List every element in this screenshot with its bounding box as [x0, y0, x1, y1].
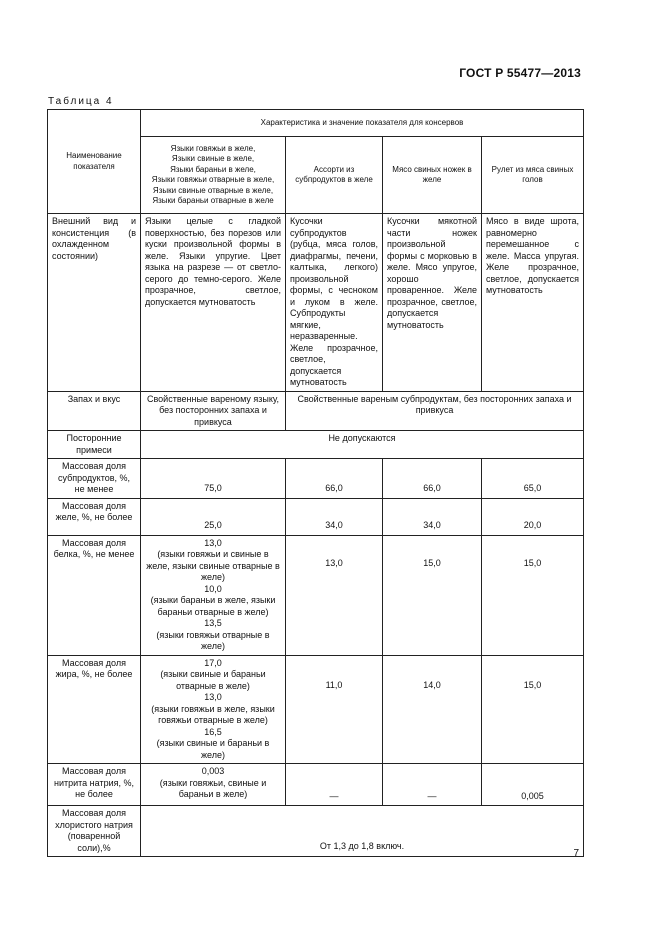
cell-appearance-pork-legs: Кусочки мякотной части ножек произвольной формы с морковью в желе. Мясо упругое, хорошо проваренное. Желе прозрачное, светлое, допускается мутноватость	[383, 214, 482, 392]
cell-protein-pork-legs: 15,0	[383, 535, 482, 655]
header-tongues-line: Языки бараньи в желе,	[170, 164, 256, 174]
nitrite-note: (языки говяжьи, свиные и бараньи в желе)	[159, 777, 267, 799]
row-name-nitrite: Массовая доля нитрита натрия, %, не более	[48, 764, 141, 806]
row-name-fat: Массовая доля жира, %, не более	[48, 655, 141, 764]
fat-value: 17,0	[204, 657, 222, 668]
cell-nitrite-assorted: —	[286, 764, 383, 806]
header-assorted: Ассорти из субпродуктов в желе	[286, 137, 383, 214]
header-pork-legs: Мясо свиных ножек в желе	[383, 137, 482, 214]
row-name-chloride: Массовая доля хлористого натрия (поваренной соли),%	[48, 806, 141, 857]
row-name-protein: Массовая доля белка, %, не менее	[48, 535, 141, 655]
protein-note: (языки говяжьи отварные в желе)	[156, 629, 270, 651]
protein-value: 13,0	[204, 537, 222, 548]
cell-jelly-tongues: 25,0	[141, 498, 286, 535]
cell-fat-tongues	[141, 655, 286, 764]
row-name-impurities: Посторонние примеси	[48, 431, 141, 459]
cell-fat-roll: 15,0	[482, 655, 584, 764]
header-tongues-line: Языки бараньи отварные в желе	[152, 196, 274, 205]
page-number: 7	[573, 848, 579, 859]
cell-offal-pork-legs: 66,0	[383, 459, 482, 499]
nitrite-value: 0,003	[201, 766, 225, 776]
cell-jelly-roll: 20,0	[482, 498, 584, 535]
cell-jelly-pork-legs: 34,0	[383, 498, 482, 535]
cell-chloride-all: От 1,3 до 1,8 включ.	[141, 806, 584, 857]
header-roll: Рулет из мяса свиных голов	[482, 137, 584, 214]
cell-jelly-assorted: 34,0	[286, 498, 383, 535]
cell-appearance-tongues: Языки целые с гладкой поверхностью, без порезов или куски произвольной формы в желе. Языки упругие. Цвет языка на разрезе — от светло-серого до темно-серого. Желе прозрачное, светлое, допускается мутноватость	[141, 214, 286, 392]
row-name-smell: Запах и вкус	[48, 391, 141, 431]
fat-note: (языки свиные и бараньи в желе)	[156, 738, 270, 760]
cell-appearance-roll: Мясо в виде шрота, равномерно перемешанное с желе. Масса упругая. Желе прозрачное, светлое, допускается мутноватость	[482, 214, 584, 392]
cell-appearance-assorted: Кусочки субпродуктов (рубца, мяса голов, диафрагмы, печени, калтыка, легкого) произвольной формы, с чесноком и луком в желе. Субпродукты мягкие, неразваренные. Желе прозрачное, светлое, допускается мутноватость	[286, 214, 383, 392]
header-name: Наименование показателя	[48, 110, 141, 214]
row-name-jelly: Массовая доля желе, %, не более	[48, 498, 141, 535]
characteristics-table	[47, 109, 584, 857]
fat-value: 16,5	[204, 726, 222, 737]
table-label: Таблица 4	[48, 96, 114, 107]
cell-impurities-all: Не допускаются	[141, 431, 584, 459]
header-tongues-line: Языки говяжьи отварные в желе,	[151, 175, 275, 184]
protein-value: 13,5	[204, 618, 222, 628]
cell-fat-pork-legs: 14,0	[383, 655, 482, 764]
cell-nitrite-tongues	[141, 764, 286, 806]
standard-number: ГОСТ Р 55477—2013	[459, 66, 581, 80]
cell-protein-roll: 15,0	[482, 535, 584, 655]
cell-smell-tongues: Свойственные вареному языку, без посторонних запаха и привкуса	[141, 391, 286, 431]
fat-note: (языки свиные и бараньи отварные в желе)	[160, 669, 266, 691]
protein-note: (языки говяжьи и свиные в желе, языки свиные отварные в желе)	[146, 549, 280, 582]
cell-offal-roll: 65,0	[482, 459, 584, 499]
cell-smell-others: Свойственные вареным субпродуктам, без посторонних запаха и привкуса	[286, 391, 584, 431]
cell-offal-assorted: 66,0	[286, 459, 383, 499]
header-group: Характеристика и значение показателя для консервов	[141, 110, 584, 137]
protein-value: 10,0	[204, 583, 222, 594]
cell-nitrite-pork-legs: —	[383, 764, 482, 806]
header-tongues-line: Языки свиные отварные в желе,	[152, 185, 274, 195]
cell-protein-tongues	[141, 535, 286, 655]
cell-fat-assorted: 11,0	[286, 655, 383, 764]
cell-nitrite-roll: 0,005	[482, 764, 584, 806]
header-tongues	[141, 137, 286, 214]
protein-note: (языки бараньи в желе, языки бараньи отварные в желе)	[150, 595, 276, 617]
header-tongues-line: Языки говяжьи в желе,	[170, 143, 256, 153]
fat-value: 13,0	[204, 692, 222, 702]
row-name-offal: Массовая доля субпродуктов, %, не менее	[48, 459, 141, 499]
row-name-appearance: Внешний вид и консистенция (в охлажденном состоянии)	[48, 214, 141, 392]
cell-protein-assorted: 13,0	[286, 535, 383, 655]
fat-note: (языки говяжьи в желе, языки говяжьи отварные в желе)	[151, 703, 275, 725]
cell-offal-tongues: 75,0	[141, 459, 286, 499]
header-tongues-line: Языки свиные в желе,	[171, 154, 255, 163]
